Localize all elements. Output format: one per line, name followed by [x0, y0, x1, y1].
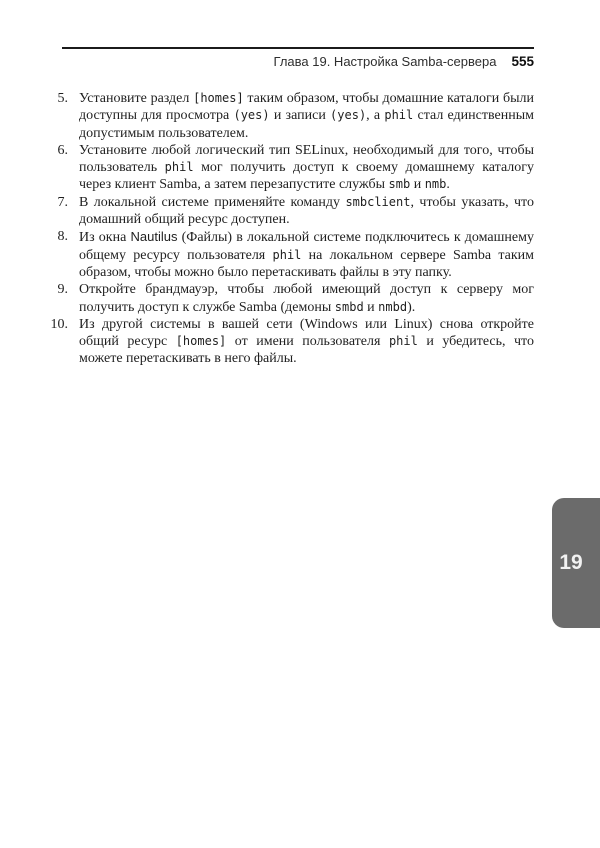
text-run: , чтобы указать, что домашний общий ресурс доступен. — [79, 194, 534, 228]
list-item-text — [79, 142, 534, 194]
list-item — [40, 316, 534, 368]
list-item — [40, 228, 534, 281]
chapter-tab — [552, 498, 600, 628]
text-run: и — [363, 299, 379, 315]
inline-code: phil — [272, 247, 302, 262]
text-run: таким образом, чтобы домашние каталоги были доступны для просмотра — [79, 91, 534, 124]
inline-code: nmbd — [378, 299, 408, 314]
text-run: и убедитесь, что можете перетаскивать в него файлы. — [79, 334, 534, 367]
text-run: и записи — [269, 108, 331, 124]
header-row — [62, 49, 534, 69]
text-run: (Файлы) в локальной системе подключитесь к домашнему общему ресурсу пользователя — [79, 230, 534, 263]
text-run: В локальной системе применяйте команду — [79, 194, 346, 210]
list-item — [40, 90, 534, 142]
list-item-text — [79, 316, 534, 368]
page-number: 555 — [511, 54, 534, 69]
text-run: . — [446, 177, 450, 193]
list-item — [40, 281, 534, 316]
text-run: ). — [407, 299, 416, 315]
text-run: мог получить доступ к своему домашнему каталогу через клиент Samba, а затем перезапустите службы — [79, 160, 535, 193]
list-item-number: 8. — [57, 229, 68, 245]
inline-code: smbclient — [345, 194, 411, 209]
list-item-number: 7. — [57, 194, 68, 210]
list-item-text — [79, 90, 534, 142]
text-run: Установите любой логический тип SELinux, необходимый для того, чтобы пользователь — [79, 142, 534, 176]
inline-code: nmb — [424, 177, 447, 192]
inline-code: (yes) — [330, 108, 367, 123]
list-item-number: 5. — [57, 91, 68, 106]
list-item-text — [79, 281, 534, 316]
list-item-number: 10. — [50, 316, 68, 332]
inline-code: smb — [388, 177, 411, 192]
inline-code: (yes) — [233, 108, 270, 123]
text-run: Установите раздел — [79, 91, 194, 106]
running-header — [62, 47, 534, 69]
list-item-text — [79, 194, 534, 229]
list-item-number: 9. — [57, 282, 68, 298]
list-item — [40, 142, 534, 194]
list-item-number: 6. — [57, 142, 68, 158]
list-item-text — [79, 228, 534, 281]
text-run: от имени пользователя — [226, 334, 389, 350]
text-run: и — [410, 177, 425, 193]
text-run: Откройте брандмауэр, чтобы любой имеющий доступ к серверу мог получить доступ к службе Samba (демоны — [79, 282, 534, 315]
inline-code: smbd — [334, 299, 364, 314]
exercise-list — [40, 90, 534, 368]
chapter-tab-label: 19 — [559, 551, 583, 574]
chapter-title: Глава 19. Настройка Samba-сервера — [273, 54, 497, 69]
list-item — [40, 194, 534, 229]
app-name: Nautilus — [130, 229, 178, 245]
text-run: стал единственным допустимым пользователем. — [79, 108, 534, 141]
inline-code: phil — [164, 160, 194, 175]
inline-code: [homes] — [193, 91, 244, 105]
text-run: Из другой системы в вашей сети (Windows или Linux) снова откройте общий ресурс — [79, 316, 534, 350]
text-run: Из окна — [79, 230, 131, 246]
text-run: на локальном сервере Samba таким образом, чтобы можно было перетаскивать файлы в эту папку. — [79, 247, 535, 280]
inline-code: phil — [384, 108, 414, 123]
inline-code: [homes] — [175, 334, 227, 349]
text-run: , а — [366, 108, 385, 124]
inline-code: phil — [388, 334, 418, 349]
